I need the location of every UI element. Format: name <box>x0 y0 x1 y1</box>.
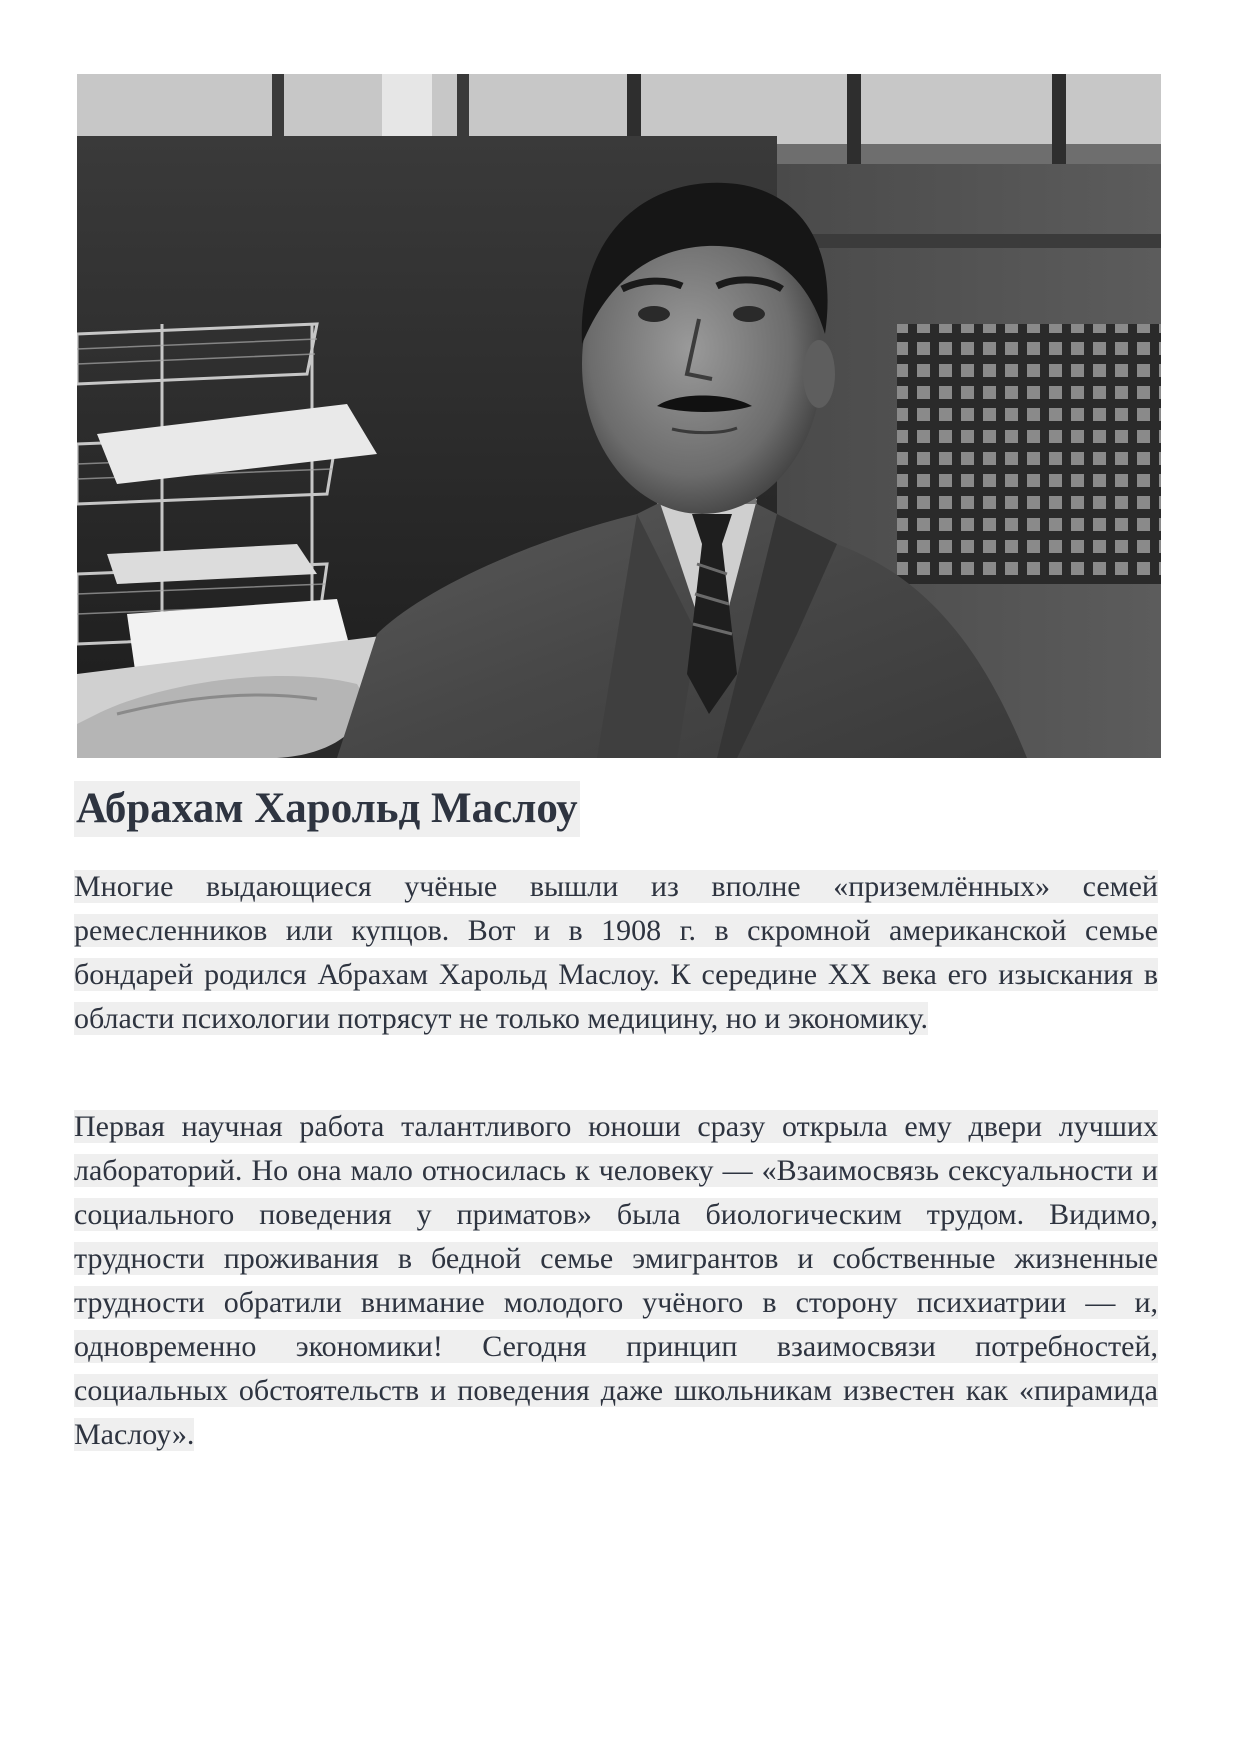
portrait-photo <box>77 74 1161 758</box>
portrait-photo-illustration <box>77 74 1161 758</box>
paragraph-1-text: Многие выдающиеся учёные вышли из вполне «приземлённых» семей ремесленников или купцов. Вот и в 1908 г. в скромной американской семье бондарей родился Абрахам Харольд Маслоу. К середине XX века его изыскания в области психологии потрясут не только медицину, но и экономику. <box>74 870 1158 1035</box>
paragraph-1 <box>74 865 1158 1041</box>
page-title: Абрахам Харольд Маслоу <box>74 781 580 837</box>
paragraph-2-text: Первая научная работа талантливого юноши сразу открыла ему двери лучших лабораторий. Но она мало относилась к человеку — «Взаимосвязь сексуальности и социального поведения у приматов» была биологическим трудом. Видимо, трудности проживания в бедной семье эмигрантов и собственные жизненные трудности обратили внимание молодого учёного в сторону психиатрии — и, одновременно экономики! Сегодня принцип взаимосвязи потребностей, социальных обстоятельств и поведения даже школьникам известен как «пирамида Маслоу». <box>74 1110 1158 1451</box>
paragraph-2 <box>74 1105 1158 1457</box>
